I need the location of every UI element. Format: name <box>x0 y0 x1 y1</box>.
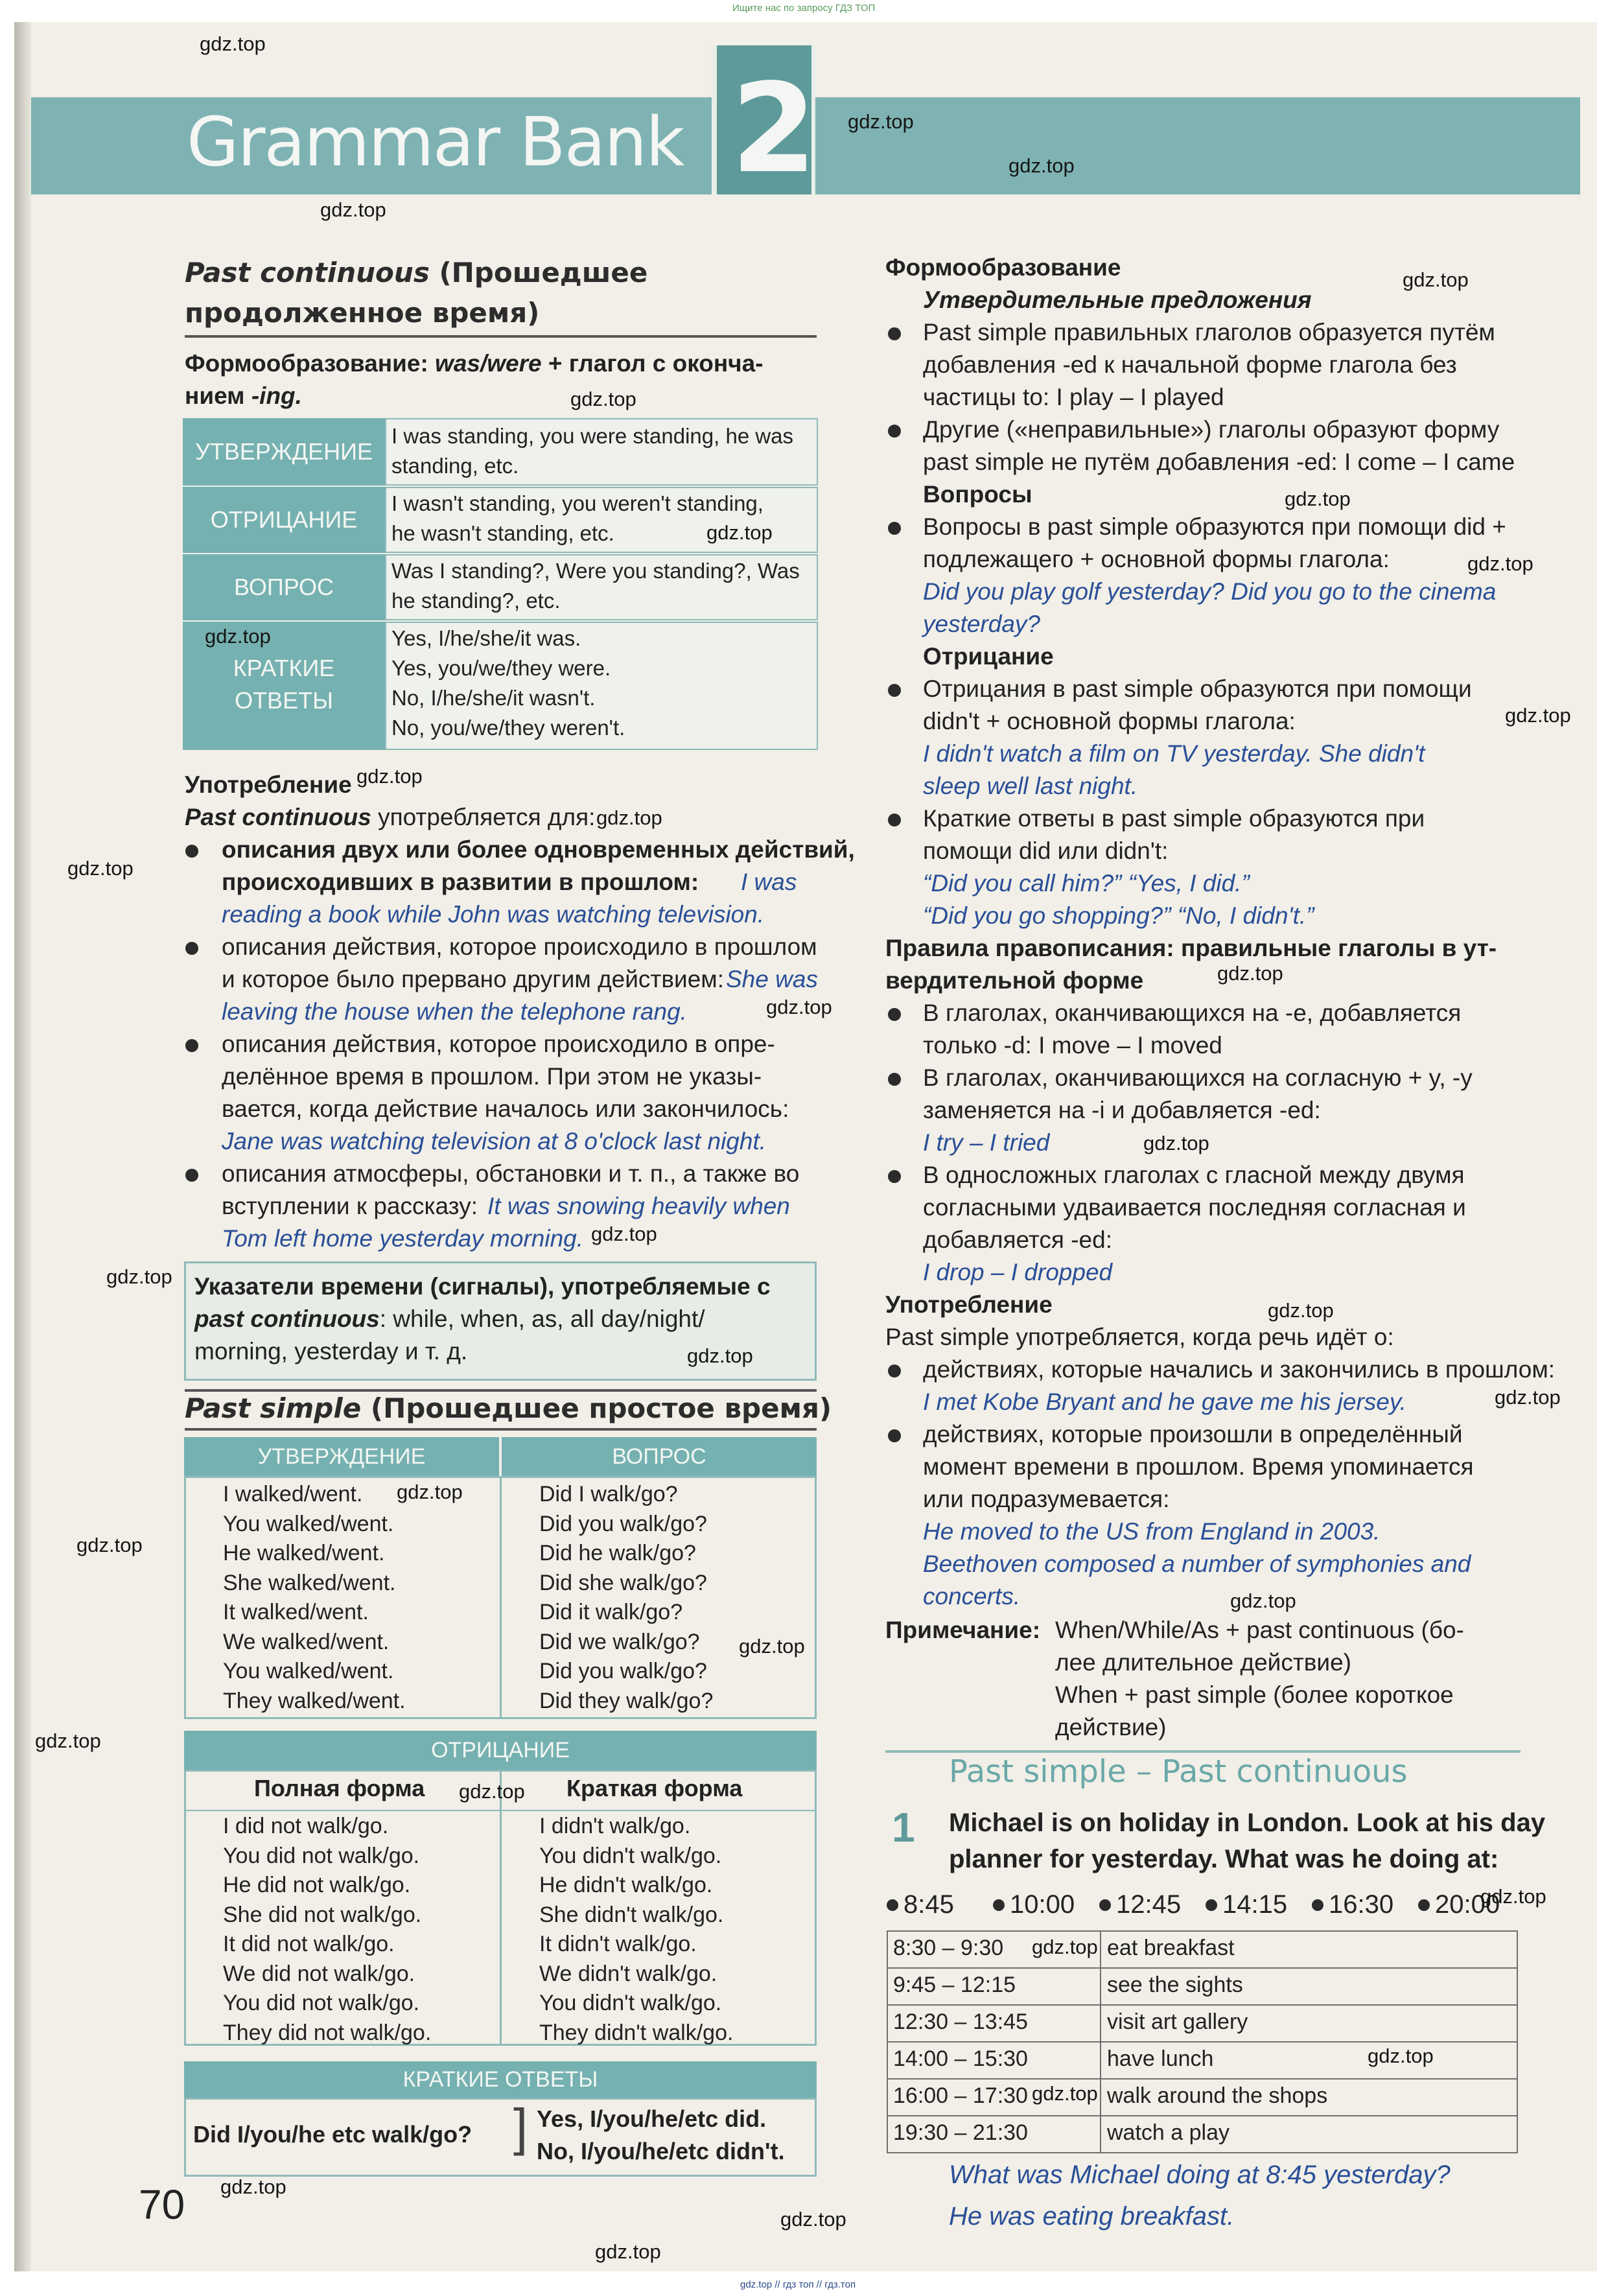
ps-question-row: Did she walk/go? <box>539 1570 707 1595</box>
exercise-time: 10:00 <box>1010 1890 1075 1919</box>
ps-neg-full-row: You did not walk/go. <box>223 1843 420 1868</box>
pc-signals-line <box>194 1303 705 1335</box>
time-bullet <box>1418 1899 1430 1911</box>
watermark: gdz.top <box>570 388 636 410</box>
watermark: gdz.top <box>397 1481 463 1503</box>
right-line: past simple не путём добавления -ed: I come – I came <box>923 449 1515 475</box>
pc-signals-title: Указатели времени (сигналы), употребляемые с <box>194 1273 771 1300</box>
pc-usage-example: It was snowing heavily when <box>487 1193 790 1219</box>
pc-formation-aux: was/were <box>428 350 542 377</box>
bullet <box>888 1170 901 1183</box>
pc-formation-rule: + глагол с оконча- <box>541 350 764 377</box>
right-example: “Did you call him?” “Yes, I did.” <box>923 870 1250 896</box>
planner-row-rule <box>887 2004 1518 2006</box>
right-example: I met Kobe Bryant and he gave me his jersey. <box>923 1388 1406 1415</box>
pc-signals-tense: past continuous <box>194 1306 380 1332</box>
pc-usage-example: I was <box>741 869 797 895</box>
right-line: или подразумевается: <box>923 1486 1170 1512</box>
exercise-time: 14:15 <box>1222 1890 1288 1919</box>
pc-row-label: УТВЕРЖДЕНИЕ <box>183 418 385 486</box>
watermark: gdz.top <box>687 1344 753 1367</box>
right-line: Другие («неправильные») глаголы образуют форму <box>923 416 1500 443</box>
pc-formation-label: Формообразование: <box>185 350 428 377</box>
ps-question-row: Did they walk/go? <box>539 1688 714 1713</box>
pc-short-label-1: КРАТКИЕ <box>233 655 335 681</box>
right-line: согласными удваивается последняя согласная и <box>923 1194 1466 1221</box>
pc-heading <box>185 257 647 288</box>
pc-row-text: standing, etc. <box>391 454 519 478</box>
pc-usage-example: Tom left home yesterday morning. <box>222 1225 583 1252</box>
watermark: gdz.top <box>205 625 271 648</box>
bullet <box>888 522 901 535</box>
pc-row-label: ОТРИЦАНИЕ <box>183 487 385 553</box>
watermark: gdz.top <box>67 857 134 880</box>
bullet <box>185 1039 198 1052</box>
right-line: частицы to: I play – I played <box>923 384 1224 410</box>
pc-usage-line: вступлении к рассказу: <box>222 1193 478 1219</box>
right-line: помощи did или didn't: <box>923 838 1169 864</box>
ps-question-head: ВОПРОС <box>502 1437 817 1476</box>
ps-neg-short-row: It didn't walk/go. <box>539 1932 697 1956</box>
planner-activity: watch a play <box>1107 2120 1230 2145</box>
planner-row-rule <box>887 2041 1518 2043</box>
ps-neg-short-row: He didn't walk/go. <box>539 1873 713 1897</box>
bullet <box>185 845 198 858</box>
right-line: Утвердительные предложения <box>923 287 1312 313</box>
planner-activity: visit art gallery <box>1107 2009 1248 2034</box>
ps-short-head: КРАТКИЕ ОТВЕТЫ <box>184 2061 817 2098</box>
ps-neg-short-row: I didn't walk/go. <box>539 1814 691 1838</box>
page-number: 70 <box>139 2181 185 2228</box>
page-title: Grammar Bank <box>187 102 684 182</box>
right-line: добавления -ed к начальной форме глагола без <box>923 351 1457 378</box>
planner-activity: see the sights <box>1107 1973 1243 1997</box>
watermark: gdz.top <box>1368 2044 1434 2067</box>
watermark: gdz.top <box>320 198 386 221</box>
watermark: gdz.top <box>220 2175 286 2198</box>
ps-question-row: Did we walk/go? <box>539 1629 700 1654</box>
pc-usage-example: Jane was watching television at 8 o'clock last night. <box>222 1128 767 1154</box>
right-example: I drop – I dropped <box>923 1259 1113 1285</box>
pc-usage-line: и которое было прервано другим действием: <box>222 966 724 992</box>
right-line: В глаголах, оканчивающихся на -e, добавляется <box>923 1000 1462 1026</box>
right-example: “Did you go shopping?” “No, I didn't.” <box>923 902 1314 929</box>
bullet <box>888 1073 901 1086</box>
pc-usage-example: reading a book while John was watching television. <box>222 901 765 928</box>
right-line: Past simple правильных глаголов образуется путём <box>923 319 1495 346</box>
right-line: didn't + основной формы глагола: <box>923 708 1296 734</box>
watermark: gdz.top <box>459 1780 525 1803</box>
watermark: gdz.top <box>595 2240 661 2263</box>
ps-neg-full-row: They did not walk/go. <box>223 2020 432 2045</box>
ps-neg-short-row: We didn't walk/go. <box>539 1961 717 1986</box>
time-bullet <box>1206 1899 1217 1911</box>
watermark: gdz.top <box>1495 1386 1561 1409</box>
right-line: добавляется -ed: <box>923 1226 1112 1253</box>
watermark: gdz.top <box>780 2208 846 2231</box>
right-line: подлежащего + основной формы глагола: <box>923 546 1390 572</box>
pc-usage-intro <box>185 801 595 834</box>
heading-rule <box>185 335 817 338</box>
ps-affirm-row: She walked/went. <box>223 1570 396 1595</box>
watermark: gdz.top <box>706 521 773 544</box>
ps-affirm-row: It walked/went. <box>223 1600 369 1624</box>
bullet <box>888 425 901 438</box>
exercise-rule <box>885 1750 1521 1753</box>
right-example: He moved to the US from England in 2003. <box>923 1518 1381 1545</box>
watermark: gdz.top <box>1467 552 1533 575</box>
watermark: gdz.top <box>1143 1132 1209 1154</box>
pc-row-label: ВОПРОС <box>183 554 385 620</box>
ps-negative-head: ОТРИЦАНИЕ <box>184 1731 817 1770</box>
ps-affirm-row: I walked/went. <box>223 1482 363 1506</box>
pc-usage-line: происходивших в развитии в прошлом: <box>222 869 699 895</box>
watermark: gdz.top <box>1032 1936 1098 1958</box>
ps-neg-short-row: They didn't walk/go. <box>539 2020 734 2045</box>
watermark: gdz.top <box>1008 154 1075 177</box>
ps-short-question: Did I/you/he etc walk/go? <box>193 2121 472 2148</box>
ps-heading <box>185 1392 832 1424</box>
pc-formation <box>185 347 764 380</box>
watermark: gdz.top <box>739 1635 805 1658</box>
pc-usage-line: вается, когда действие началось или закончилось: <box>222 1095 789 1122</box>
bottom-banner: gdz.top // гдз топ // гдз.топ <box>740 2279 856 2290</box>
pc-row-text: he wasn't standing, etc. <box>391 521 614 545</box>
ps-short-yes: Yes, I/you/he/etc did. <box>537 2105 767 2132</box>
note-line: When + past simple (более короткое <box>1055 1681 1454 1708</box>
bullet <box>888 684 901 697</box>
watermark: gdz.top <box>106 1265 172 1288</box>
exercise-time: 12:45 <box>1116 1890 1182 1919</box>
exercise-title: Past simple – Past continuous <box>949 1753 1408 1790</box>
right-line: Отрицания в past simple образуются при помощи <box>923 675 1472 702</box>
right-line: Вопросы в past simple образуются при помощи did + <box>923 513 1506 540</box>
planner-time: 19:30 – 21:30 <box>893 2120 1028 2145</box>
ps-negative-rule <box>184 1810 817 1811</box>
exercise-prompt: Michael is on holiday in London. Look at his day <box>949 1809 1546 1837</box>
watermark: gdz.top <box>766 996 832 1018</box>
exercise-example-question: What was Michael doing at 8:45 yesterday? <box>949 2161 1451 2189</box>
ps-neg-full-row: I did not walk/go. <box>223 1814 389 1838</box>
note-line: When/While/As + past continuous (бо- <box>1055 1617 1464 1643</box>
planner-time: 12:30 – 13:45 <box>893 2009 1028 2034</box>
watermark: gdz.top <box>356 765 423 788</box>
pc-row-text: Yes, you/we/they were. <box>391 656 611 680</box>
ps-question-row: Did you walk/go? <box>539 1659 707 1683</box>
watermark: gdz.top <box>76 1534 143 1556</box>
right-line: момент времени в прошлом. Время упоминается <box>923 1453 1474 1480</box>
bullet <box>185 1169 198 1182</box>
right-line: действиях, которые произошли в определённый <box>923 1421 1463 1447</box>
ps-neg-full-row: You did not walk/go. <box>223 1991 420 2015</box>
watermark: gdz.top <box>591 1223 657 1245</box>
ps-neg-full-row: She did not walk/go. <box>223 1902 422 1927</box>
pc-usage-example: leaving the house when the telephone rang. <box>222 998 687 1025</box>
pc-heading-en: Past continuous <box>185 257 430 288</box>
right-line: Употребление <box>885 1291 1053 1318</box>
right-line: вердительной форме <box>885 967 1144 994</box>
ps-affirm-head: УТВЕРЖДЕНИЕ <box>184 1437 499 1476</box>
time-bullet <box>887 1899 898 1911</box>
right-line: заменяется на -i и добавляется -ed: <box>923 1097 1321 1123</box>
bullet <box>888 1429 901 1442</box>
right-example: Did you play golf yesterday? Did you go to the cinema <box>923 578 1497 605</box>
exercise-time: 8:45 <box>903 1890 954 1919</box>
pc-usage-intro-ru: употребляется для: <box>371 804 596 830</box>
exercise-number: 1 <box>892 1804 915 1851</box>
pc-usage-intro-en: Past continuous <box>185 804 371 830</box>
top-banner: Ищите нас по запросу ГДЗ ТОП <box>732 3 876 14</box>
watermark: gdz.top <box>1403 268 1469 291</box>
ps-heading-en: Past simple <box>185 1392 362 1424</box>
right-line: действиях, которые начались и закончились в прошлом: <box>923 1356 1556 1383</box>
pc-row-text: No, I/he/she/it wasn't. <box>391 686 596 710</box>
watermark: gdz.top <box>1032 2082 1098 2105</box>
ps-affirm-row: You walked/went. <box>223 1659 394 1683</box>
watermark: gdz.top <box>1230 1589 1296 1612</box>
watermark: gdz.top <box>596 806 662 829</box>
ps-affirm-row: He walked/went. <box>223 1541 385 1565</box>
bullet <box>888 1008 901 1021</box>
watermark: gdz.top <box>1480 1885 1546 1908</box>
planner-row-rule <box>887 2078 1518 2079</box>
note-line: лее длительное действие) <box>1055 1649 1351 1676</box>
unit-number: 2 <box>731 57 817 200</box>
watermark: gdz.top <box>35 1729 101 1752</box>
planner-time: 14:00 – 15:30 <box>893 2046 1028 2071</box>
ps-neg-full-head: Полная форма <box>254 1775 425 1801</box>
right-line: Краткие ответы в past simple образуются при <box>923 805 1425 832</box>
ps-table-divider <box>500 1476 502 1719</box>
ps-question-row: Did you walk/go? <box>539 1511 707 1536</box>
watermark: gdz.top <box>1285 487 1351 510</box>
right-example: Beethoven composed a number of symphonies and <box>923 1551 1471 1577</box>
ps-heading-ru: (Прошедшее простое время) <box>361 1392 832 1424</box>
pc-heading-ru: (Прошедшее <box>429 257 648 288</box>
right-example: sleep well last night. <box>923 773 1138 799</box>
right-example: concerts. <box>923 1583 1021 1610</box>
bracket: ] <box>513 2098 528 2156</box>
bullet <box>888 327 901 340</box>
right-line: В глаголах, оканчивающихся на согласную + y, -y <box>923 1064 1473 1091</box>
pc-signals-line: morning, yesterday и т. д. <box>194 1338 468 1365</box>
pc-usage-title: Употребление <box>185 771 352 798</box>
watermark: gdz.top <box>1217 962 1283 985</box>
ps-affirm-row: You walked/went. <box>223 1511 394 1536</box>
pc-row-text: I wasn't standing, you weren't standing, <box>391 491 764 515</box>
right-line: В односложных глаголах с гласной между двумя <box>923 1162 1465 1188</box>
right-line: только -d: I move – I moved <box>923 1032 1222 1059</box>
pc-usage-example: She was <box>726 966 818 992</box>
right-line: Past simple употребляется, когда речь идёт о: <box>885 1324 1394 1350</box>
time-bullet <box>993 1899 1005 1911</box>
planner-activity: have lunch <box>1107 2046 1214 2071</box>
pc-signals-words: : while, when, as, all day/night/ <box>379 1306 705 1332</box>
heading-rule <box>185 1428 817 1431</box>
pc-row-text: he standing?, etc. <box>391 589 561 613</box>
pc-row-text: Was I standing?, Were you standing?, Was <box>391 559 800 583</box>
pc-formation-ending: -ing. <box>251 382 302 409</box>
page-spine <box>14 22 31 2271</box>
time-bullet <box>1312 1899 1323 1911</box>
ps-neg-short-row: You didn't walk/go. <box>539 1991 722 2015</box>
right-line: Отрицание <box>923 643 1054 670</box>
pc-usage-line: описания действия, которое происходило в опре- <box>222 1031 775 1057</box>
right-line: Формообразование <box>885 254 1121 281</box>
pc-heading-line2: продолженное время) <box>185 297 540 329</box>
ps-short-no: No, I/you/he/etc didn't. <box>537 2138 785 2164</box>
planner-row-rule <box>887 2115 1518 2116</box>
watermark: gdz.top <box>848 110 914 133</box>
ps-neg-short-row: She didn't walk/go. <box>539 1902 724 1927</box>
right-example: I try – I tried <box>923 1129 1050 1156</box>
right-example: yesterday? <box>923 611 1040 637</box>
ps-affirm-row: We walked/went. <box>223 1629 390 1654</box>
bullet <box>888 1365 901 1377</box>
ps-question-row: Did he walk/go? <box>539 1541 696 1565</box>
watermark: gdz.top <box>1505 704 1571 727</box>
note-label: Примечание: <box>885 1617 1041 1643</box>
pc-usage-line: делённое время в прошлом. При этом не указы- <box>222 1063 762 1090</box>
exercise-time: 16:30 <box>1329 1890 1394 1919</box>
bullet <box>888 814 901 826</box>
watermark: gdz.top <box>200 32 266 55</box>
time-bullet <box>1099 1899 1111 1911</box>
exercise-example-answer: He was eating breakfast. <box>949 2202 1235 2231</box>
pc-formation-line2 <box>185 380 302 412</box>
bullet <box>185 942 198 955</box>
pc-usage-line: описания атмосферы, обстановки и т. п., а также во <box>222 1160 800 1187</box>
right-line: Вопросы <box>923 481 1032 508</box>
planner-time: 9:45 – 12:15 <box>893 1973 1016 1997</box>
ps-question-row: Did I walk/go? <box>539 1482 678 1506</box>
exercise-prompt: planner for yesterday. What was he doing at: <box>949 1845 1499 1873</box>
right-example: I didn't watch a film on TV yesterday. She didn't <box>923 740 1425 767</box>
pc-formation-ending-label: нием <box>185 382 251 409</box>
ps-neg-short-row: You didn't walk/go. <box>539 1843 722 1868</box>
pc-short-label-2: ОТВЕТЫ <box>235 687 333 714</box>
ps-question-row: Did it walk/go? <box>539 1600 683 1624</box>
ps-affirm-row: They walked/went. <box>223 1688 406 1713</box>
ps-neg-short-head: Краткая форма <box>566 1775 743 1801</box>
ps-neg-full-row: He did not walk/go. <box>223 1873 411 1897</box>
exercise-time: 20:00 <box>1435 1890 1500 1919</box>
ps-neg-full-row: We did not walk/go. <box>223 1961 415 1986</box>
pc-row-text: Yes, I/he/she/it was. <box>391 626 581 650</box>
planner-activity: eat breakfast <box>1107 1936 1235 1960</box>
planner-activity: walk around the shops <box>1107 2083 1328 2108</box>
note-line: действие) <box>1055 1714 1167 1740</box>
ps-neg-full-row: It did not walk/go. <box>223 1932 395 1956</box>
planner-time: 8:30 – 9:30 <box>893 1936 1004 1960</box>
pc-usage-line: описания двух или более одновременных действий, <box>222 836 855 863</box>
pc-usage-line: описания действия, которое происходило в прошлом <box>222 933 817 960</box>
pc-row-text: No, you/we/they weren't. <box>391 716 625 740</box>
pc-row-text: I was standing, you were standing, he was <box>391 424 794 448</box>
planner-row-rule <box>887 1967 1518 1969</box>
watermark: gdz.top <box>1268 1299 1334 1322</box>
planner-time: 16:00 – 17:30 <box>893 2083 1028 2108</box>
right-line: Правила правописания: правильные глаголы в ут- <box>885 935 1497 961</box>
heading-rule <box>185 1389 817 1392</box>
